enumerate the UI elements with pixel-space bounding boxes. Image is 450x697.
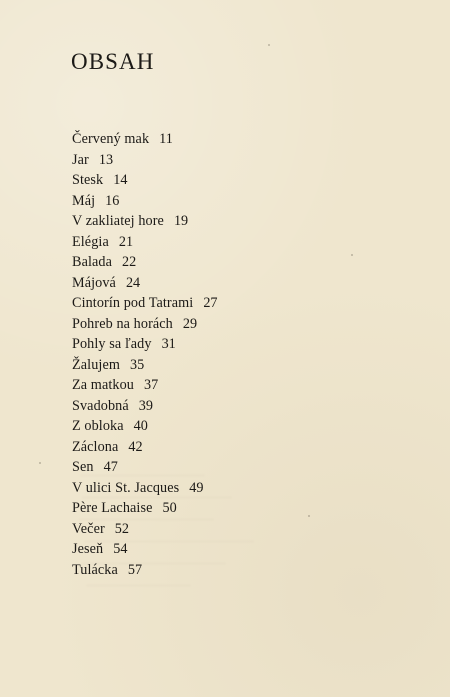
paper-speck: [39, 462, 41, 464]
toc-entry: [72, 150, 292, 171]
toc-entry-page-number: 21: [118, 233, 134, 250]
toc-entry-title: Z obloka: [72, 418, 124, 434]
toc-entry-page-number: 22: [122, 254, 137, 270]
toc-entry-title: Červený mak: [72, 131, 150, 147]
toc-entry: [72, 129, 292, 150]
toc-entry-title: Père Lachaise: [72, 500, 153, 516]
toc-entry: [72, 457, 292, 478]
toc-entry-page-number: 13: [98, 151, 114, 168]
toc-entry-page-number: 14: [113, 172, 128, 188]
toc-entry: [72, 560, 292, 581]
toc-entry-page-number: 39: [138, 397, 153, 414]
toc-entry-page-number: 40: [133, 418, 148, 434]
toc-entry-title: Tulácka: [72, 561, 118, 578]
toc-entry-title: Sen: [72, 459, 94, 475]
paper-speck: [268, 44, 270, 46]
toc-entry-page-number: 50: [162, 500, 177, 516]
paper-speck: [351, 254, 353, 256]
toc-entry-title: Jeseň: [72, 541, 104, 557]
toc-entry: [72, 314, 292, 335]
paper-speck: [308, 515, 310, 517]
toc-entry-page-number: 47: [103, 459, 118, 475]
toc-entry: [72, 334, 292, 355]
toc-entry: [72, 396, 292, 417]
toc-entry: [72, 252, 292, 273]
toc-entry-title: Máj: [72, 192, 96, 209]
toc-entry-title: Elégia: [72, 233, 109, 250]
toc-entry-title: Pohreb na horách: [72, 315, 173, 332]
toc-entry-title: Večer: [72, 520, 105, 537]
toc-entry-page-number: 16: [105, 192, 120, 209]
toc-entry-title: Jar: [72, 151, 89, 168]
toc-entry-page-number: 24: [125, 274, 141, 291]
toc-entry-page-number: 11: [159, 131, 173, 147]
toc-entry-page-number: 27: [203, 295, 218, 311]
toc-entry: [72, 232, 292, 253]
toc-entry-page-number: 52: [114, 520, 129, 537]
toc-entry-title: Žalujem: [72, 356, 120, 373]
toc-entry-page-number: 57: [127, 561, 143, 578]
toc-entry-title: Svadobná: [72, 397, 129, 414]
toc-entry-title: Májová: [72, 274, 116, 291]
page-title: OBSAH: [71, 49, 155, 74]
toc-entry-page-number: 19: [173, 213, 189, 229]
toc-entry: [72, 539, 292, 560]
toc-entry: [72, 191, 292, 212]
toc-entry: [72, 437, 292, 458]
toc-entry-page-number: 49: [189, 479, 204, 496]
toc-entry-page-number: 29: [182, 315, 198, 332]
toc-entry: [72, 416, 292, 437]
toc-entry-title: Za matkou: [72, 377, 134, 393]
toc-entry: [72, 478, 292, 499]
table-of-contents: [72, 129, 292, 580]
toc-entry-page-number: 31: [161, 336, 176, 352]
toc-entry: [72, 519, 292, 540]
toc-entry-page-number: 42: [128, 438, 143, 455]
toc-entry: [72, 170, 292, 191]
toc-entry-title: V zakliatej hore: [72, 213, 164, 229]
toc-entry-title: Balada: [72, 254, 112, 270]
toc-entry-page-number: 37: [143, 377, 159, 393]
toc-entry-page-number: 35: [129, 356, 145, 373]
toc-entry: [72, 498, 292, 519]
toc-entry: [72, 375, 292, 396]
toc-entry-title: Záclona: [72, 438, 119, 455]
toc-entry: [72, 211, 292, 232]
toc-entry-title: V ulici St. Jacques: [72, 479, 180, 496]
toc-entry: [72, 355, 292, 376]
toc-entry-title: Cintorín pod Tatrami: [72, 295, 194, 311]
toc-entry-title: Pohly sa ľady: [72, 336, 152, 352]
toc-entry-page-number: 54: [113, 541, 128, 557]
toc-entry: [72, 293, 292, 314]
toc-entry-title: Stesk: [72, 172, 104, 188]
toc-entry: [72, 273, 292, 294]
